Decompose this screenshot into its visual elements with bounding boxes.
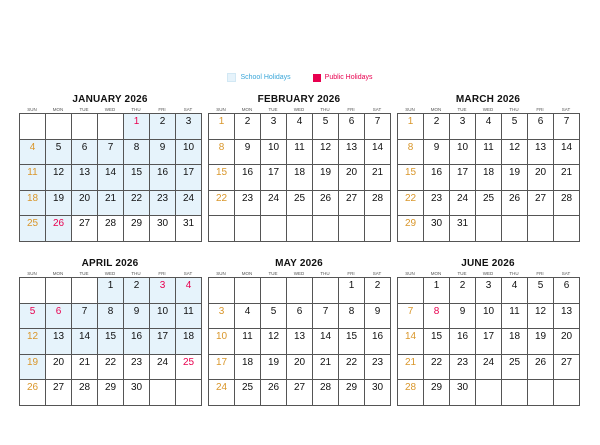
empty-cell bbox=[398, 278, 424, 304]
empty-cell bbox=[554, 380, 580, 406]
day-cell: 10 bbox=[176, 140, 202, 166]
day-cell: 26 bbox=[528, 355, 554, 381]
day-cell: 25 bbox=[287, 191, 313, 217]
day-cell: 7 bbox=[313, 304, 339, 330]
day-cell: 1 bbox=[339, 278, 365, 304]
weekday-label: SAT bbox=[183, 271, 193, 276]
weekday-label: WED bbox=[482, 271, 494, 276]
weekday-label: FRI bbox=[347, 271, 355, 276]
weekday-label: MON bbox=[430, 107, 442, 112]
day-cell: 20 bbox=[46, 355, 72, 381]
weekday-header bbox=[397, 106, 579, 113]
weekday-header bbox=[397, 270, 579, 277]
weekday-label: SAT bbox=[561, 271, 571, 276]
day-cell: 21 bbox=[72, 355, 98, 381]
day-cell: 18 bbox=[287, 165, 313, 191]
day-cell: 30 bbox=[150, 216, 176, 242]
day-cell: 11 bbox=[20, 165, 46, 191]
empty-cell bbox=[502, 380, 528, 406]
day-cell: 23 bbox=[235, 191, 261, 217]
weekday-label: FRI bbox=[536, 271, 544, 276]
weekday-label: TUE bbox=[268, 107, 278, 112]
day-cell: 27 bbox=[72, 216, 98, 242]
weekday-label: WED bbox=[104, 271, 116, 276]
day-cell: 6 bbox=[72, 140, 98, 166]
empty-cell bbox=[261, 278, 287, 304]
day-cell: 21 bbox=[398, 355, 424, 381]
day-cell: 15 bbox=[398, 165, 424, 191]
month-title: MAY 2026 bbox=[275, 258, 323, 269]
day-cell: 3 bbox=[261, 114, 287, 140]
day-cell: 24 bbox=[450, 191, 476, 217]
day-cell: 27 bbox=[339, 191, 365, 217]
day-cell: 13 bbox=[46, 329, 72, 355]
day-cell: 8 bbox=[98, 304, 124, 330]
day-cell: 13 bbox=[287, 329, 313, 355]
weekday-label: MON bbox=[241, 107, 253, 112]
day-cell: 16 bbox=[365, 329, 391, 355]
day-cell: 11 bbox=[287, 140, 313, 166]
day-cell: 10 bbox=[150, 304, 176, 330]
day-cell: 12 bbox=[313, 140, 339, 166]
day-cell: 23 bbox=[424, 191, 450, 217]
day-cell: 12 bbox=[46, 165, 72, 191]
weekday-label: SUN bbox=[216, 271, 226, 276]
day-cell: 5 bbox=[261, 304, 287, 330]
calendar-grid bbox=[208, 113, 391, 242]
day-cell: 2 bbox=[450, 278, 476, 304]
day-cell: 1 bbox=[124, 114, 150, 140]
day-cell: 30 bbox=[450, 380, 476, 406]
calendar-grid bbox=[397, 113, 580, 242]
day-cell: 27 bbox=[528, 191, 554, 217]
day-cell: 12 bbox=[528, 304, 554, 330]
day-cell: 4 bbox=[176, 278, 202, 304]
empty-cell bbox=[72, 114, 98, 140]
day-cell: 6 bbox=[287, 304, 313, 330]
day-cell: 15 bbox=[209, 165, 235, 191]
day-cell: 16 bbox=[235, 165, 261, 191]
weekday-label: MON bbox=[430, 271, 442, 276]
weekday-header bbox=[19, 106, 201, 113]
day-cell: 24 bbox=[476, 355, 502, 381]
day-cell: 8 bbox=[339, 304, 365, 330]
day-cell: 11 bbox=[235, 329, 261, 355]
day-cell: 26 bbox=[502, 191, 528, 217]
weekday-label: THU bbox=[509, 107, 519, 112]
empty-cell bbox=[150, 380, 176, 406]
day-cell: 30 bbox=[124, 380, 150, 406]
day-cell: 5 bbox=[46, 140, 72, 166]
month-march bbox=[397, 94, 579, 242]
weekday-label: FRI bbox=[347, 107, 355, 112]
day-cell: 25 bbox=[502, 355, 528, 381]
weekday-label: WED bbox=[104, 107, 116, 112]
legend-school-holidays bbox=[227, 73, 290, 82]
day-cell: 22 bbox=[98, 355, 124, 381]
day-cell: 8 bbox=[398, 140, 424, 166]
day-cell: 15 bbox=[98, 329, 124, 355]
day-cell: 28 bbox=[98, 216, 124, 242]
day-cell: 5 bbox=[313, 114, 339, 140]
weekday-label: MON bbox=[52, 107, 64, 112]
empty-cell bbox=[235, 278, 261, 304]
empty-cell bbox=[209, 278, 235, 304]
day-cell: 2 bbox=[235, 114, 261, 140]
day-cell: 22 bbox=[424, 355, 450, 381]
day-cell: 5 bbox=[528, 278, 554, 304]
day-cell: 6 bbox=[554, 278, 580, 304]
day-cell: 1 bbox=[98, 278, 124, 304]
empty-cell bbox=[528, 380, 554, 406]
day-cell: 30 bbox=[365, 380, 391, 406]
day-cell: 4 bbox=[20, 140, 46, 166]
day-cell: 28 bbox=[554, 191, 580, 217]
weekday-label: TUE bbox=[457, 107, 467, 112]
day-cell: 13 bbox=[528, 140, 554, 166]
day-cell: 9 bbox=[150, 140, 176, 166]
weekday-label: SAT bbox=[372, 107, 382, 112]
day-cell: 19 bbox=[261, 355, 287, 381]
day-cell: 8 bbox=[424, 304, 450, 330]
day-cell: 15 bbox=[424, 329, 450, 355]
month-title: MARCH 2026 bbox=[455, 94, 521, 105]
day-cell: 1 bbox=[209, 114, 235, 140]
day-cell: 19 bbox=[313, 165, 339, 191]
day-cell: 14 bbox=[365, 140, 391, 166]
day-cell: 1 bbox=[424, 278, 450, 304]
day-cell: 7 bbox=[398, 304, 424, 330]
day-cell: 27 bbox=[554, 355, 580, 381]
weekday-label: THU bbox=[131, 107, 141, 112]
day-cell: 20 bbox=[554, 329, 580, 355]
empty-cell bbox=[528, 216, 554, 242]
day-cell: 17 bbox=[209, 355, 235, 381]
day-cell: 19 bbox=[502, 165, 528, 191]
day-cell: 6 bbox=[528, 114, 554, 140]
weekday-label: WED bbox=[293, 107, 305, 112]
day-cell: 18 bbox=[502, 329, 528, 355]
empty-cell bbox=[502, 216, 528, 242]
day-cell: 21 bbox=[313, 355, 339, 381]
day-cell: 3 bbox=[450, 114, 476, 140]
day-cell: 19 bbox=[46, 191, 72, 217]
day-cell: 2 bbox=[424, 114, 450, 140]
weekday-label: SAT bbox=[561, 107, 571, 112]
day-cell: 10 bbox=[261, 140, 287, 166]
day-cell: 17 bbox=[476, 329, 502, 355]
day-cell: 7 bbox=[98, 140, 124, 166]
day-cell: 26 bbox=[313, 191, 339, 217]
day-cell: 17 bbox=[261, 165, 287, 191]
day-cell: 17 bbox=[176, 165, 202, 191]
day-cell: 29 bbox=[98, 380, 124, 406]
day-cell: 24 bbox=[209, 380, 235, 406]
empty-cell bbox=[98, 114, 124, 140]
empty-cell bbox=[476, 380, 502, 406]
day-cell: 2 bbox=[124, 278, 150, 304]
empty-cell bbox=[287, 278, 313, 304]
day-cell: 10 bbox=[209, 329, 235, 355]
day-cell: 21 bbox=[365, 165, 391, 191]
weekday-label: SAT bbox=[372, 271, 382, 276]
month-june bbox=[397, 258, 579, 406]
day-cell: 5 bbox=[20, 304, 46, 330]
day-cell: 13 bbox=[339, 140, 365, 166]
weekday-label: WED bbox=[293, 271, 305, 276]
day-cell: 28 bbox=[313, 380, 339, 406]
day-cell: 16 bbox=[450, 329, 476, 355]
weekday-label: THU bbox=[320, 107, 330, 112]
day-cell: 24 bbox=[176, 191, 202, 217]
day-cell: 14 bbox=[313, 329, 339, 355]
month-title: FEBRUARY 2026 bbox=[257, 94, 341, 105]
empty-cell bbox=[209, 216, 235, 242]
school-holidays-swatch bbox=[227, 73, 236, 82]
day-cell: 16 bbox=[124, 329, 150, 355]
weekday-label: FRI bbox=[158, 107, 166, 112]
day-cell: 8 bbox=[124, 140, 150, 166]
day-cell: 23 bbox=[124, 355, 150, 381]
empty-cell bbox=[287, 216, 313, 242]
day-cell: 3 bbox=[476, 278, 502, 304]
weekday-header bbox=[208, 106, 390, 113]
empty-cell bbox=[261, 216, 287, 242]
empty-cell bbox=[554, 216, 580, 242]
weekday-label: SUN bbox=[405, 271, 415, 276]
empty-cell bbox=[235, 216, 261, 242]
legend-public-holidays bbox=[313, 74, 373, 82]
day-cell: 27 bbox=[46, 380, 72, 406]
day-cell: 12 bbox=[502, 140, 528, 166]
day-cell: 18 bbox=[20, 191, 46, 217]
school-holidays-label: School Holidays bbox=[240, 74, 291, 81]
day-cell: 11 bbox=[176, 304, 202, 330]
month-title: APRIL 2026 bbox=[81, 258, 139, 269]
day-cell: 29 bbox=[398, 216, 424, 242]
weekday-label: TUE bbox=[79, 107, 89, 112]
calendar-grid bbox=[19, 113, 202, 242]
month-april bbox=[19, 258, 201, 406]
empty-cell bbox=[72, 278, 98, 304]
day-cell: 4 bbox=[235, 304, 261, 330]
day-cell: 3 bbox=[209, 304, 235, 330]
empty-cell bbox=[20, 278, 46, 304]
weekday-label: TUE bbox=[268, 271, 278, 276]
day-cell: 19 bbox=[20, 355, 46, 381]
day-cell: 8 bbox=[209, 140, 235, 166]
day-cell: 10 bbox=[476, 304, 502, 330]
weekday-label: FRI bbox=[158, 271, 166, 276]
calendar-grid bbox=[19, 277, 202, 406]
day-cell: 7 bbox=[365, 114, 391, 140]
weekday-label: TUE bbox=[79, 271, 89, 276]
legend bbox=[0, 73, 600, 82]
weekday-label: THU bbox=[320, 271, 330, 276]
day-cell: 24 bbox=[261, 191, 287, 217]
weekday-label: MON bbox=[52, 271, 64, 276]
day-cell: 23 bbox=[150, 191, 176, 217]
day-cell: 25 bbox=[476, 191, 502, 217]
day-cell: 23 bbox=[365, 355, 391, 381]
day-cell: 11 bbox=[502, 304, 528, 330]
day-cell: 17 bbox=[450, 165, 476, 191]
day-cell: 18 bbox=[235, 355, 261, 381]
day-cell: 9 bbox=[424, 140, 450, 166]
calendar-grid bbox=[208, 277, 391, 406]
day-cell: 26 bbox=[261, 380, 287, 406]
day-cell: 9 bbox=[450, 304, 476, 330]
day-cell: 20 bbox=[72, 191, 98, 217]
day-cell: 2 bbox=[150, 114, 176, 140]
weekday-header bbox=[19, 270, 201, 277]
month-february bbox=[208, 94, 390, 242]
day-cell: 4 bbox=[476, 114, 502, 140]
weekday-label: SUN bbox=[405, 107, 415, 112]
day-cell: 26 bbox=[20, 380, 46, 406]
day-cell: 22 bbox=[339, 355, 365, 381]
day-cell: 1 bbox=[398, 114, 424, 140]
empty-cell bbox=[365, 216, 391, 242]
empty-cell bbox=[176, 380, 202, 406]
day-cell: 4 bbox=[502, 278, 528, 304]
public-holidays-swatch bbox=[313, 74, 321, 82]
day-cell: 12 bbox=[20, 329, 46, 355]
day-cell: 25 bbox=[235, 380, 261, 406]
day-cell: 21 bbox=[98, 191, 124, 217]
day-cell: 19 bbox=[528, 329, 554, 355]
day-cell: 9 bbox=[124, 304, 150, 330]
day-cell: 3 bbox=[176, 114, 202, 140]
day-cell: 26 bbox=[46, 216, 72, 242]
day-cell: 9 bbox=[365, 304, 391, 330]
day-cell: 31 bbox=[450, 216, 476, 242]
day-cell: 7 bbox=[554, 114, 580, 140]
day-cell: 14 bbox=[398, 329, 424, 355]
month-title: JUNE 2026 bbox=[461, 258, 515, 269]
public-holidays-label: Public Holidays bbox=[324, 74, 373, 81]
day-cell: 22 bbox=[209, 191, 235, 217]
day-cell: 29 bbox=[339, 380, 365, 406]
weekday-label: SUN bbox=[27, 271, 37, 276]
day-cell: 28 bbox=[398, 380, 424, 406]
day-cell: 12 bbox=[261, 329, 287, 355]
day-cell: 27 bbox=[287, 380, 313, 406]
month-title: JANUARY 2026 bbox=[72, 94, 148, 105]
day-cell: 17 bbox=[150, 329, 176, 355]
weekday-header bbox=[208, 270, 390, 277]
empty-cell bbox=[313, 278, 339, 304]
empty-cell bbox=[313, 216, 339, 242]
day-cell: 22 bbox=[124, 191, 150, 217]
day-cell: 13 bbox=[72, 165, 98, 191]
empty-cell bbox=[46, 114, 72, 140]
day-cell: 23 bbox=[450, 355, 476, 381]
day-cell: 9 bbox=[235, 140, 261, 166]
day-cell: 24 bbox=[150, 355, 176, 381]
day-cell: 28 bbox=[72, 380, 98, 406]
weekday-label: FRI bbox=[536, 107, 544, 112]
weekday-label: MON bbox=[241, 271, 253, 276]
month-january bbox=[19, 94, 201, 242]
day-cell: 29 bbox=[124, 216, 150, 242]
day-cell: 11 bbox=[476, 140, 502, 166]
day-cell: 20 bbox=[339, 165, 365, 191]
day-cell: 16 bbox=[150, 165, 176, 191]
day-cell: 22 bbox=[398, 191, 424, 217]
empty-cell bbox=[46, 278, 72, 304]
day-cell: 14 bbox=[98, 165, 124, 191]
day-cell: 29 bbox=[424, 380, 450, 406]
day-cell: 31 bbox=[176, 216, 202, 242]
day-cell: 5 bbox=[502, 114, 528, 140]
weekday-label: SAT bbox=[183, 107, 193, 112]
month-may bbox=[208, 258, 390, 406]
day-cell: 20 bbox=[528, 165, 554, 191]
weekday-label: TUE bbox=[457, 271, 467, 276]
weekday-label: THU bbox=[509, 271, 519, 276]
day-cell: 21 bbox=[554, 165, 580, 191]
day-cell: 4 bbox=[287, 114, 313, 140]
weekday-label: SUN bbox=[27, 107, 37, 112]
calendar-grid bbox=[397, 277, 580, 406]
weekday-label: THU bbox=[131, 271, 141, 276]
day-cell: 20 bbox=[287, 355, 313, 381]
day-cell: 25 bbox=[176, 355, 202, 381]
day-cell: 2 bbox=[365, 278, 391, 304]
day-cell: 18 bbox=[176, 329, 202, 355]
day-cell: 7 bbox=[72, 304, 98, 330]
day-cell: 13 bbox=[554, 304, 580, 330]
day-cell: 28 bbox=[365, 191, 391, 217]
day-cell: 3 bbox=[150, 278, 176, 304]
day-cell: 6 bbox=[339, 114, 365, 140]
day-cell: 14 bbox=[72, 329, 98, 355]
day-cell: 10 bbox=[450, 140, 476, 166]
weekday-label: SUN bbox=[216, 107, 226, 112]
day-cell: 15 bbox=[339, 329, 365, 355]
weekday-label: WED bbox=[482, 107, 494, 112]
day-cell: 18 bbox=[476, 165, 502, 191]
day-cell: 16 bbox=[424, 165, 450, 191]
empty-cell bbox=[20, 114, 46, 140]
day-cell: 14 bbox=[554, 140, 580, 166]
day-cell: 15 bbox=[124, 165, 150, 191]
day-cell: 6 bbox=[46, 304, 72, 330]
empty-cell bbox=[339, 216, 365, 242]
day-cell: 30 bbox=[424, 216, 450, 242]
day-cell: 25 bbox=[20, 216, 46, 242]
empty-cell bbox=[476, 216, 502, 242]
